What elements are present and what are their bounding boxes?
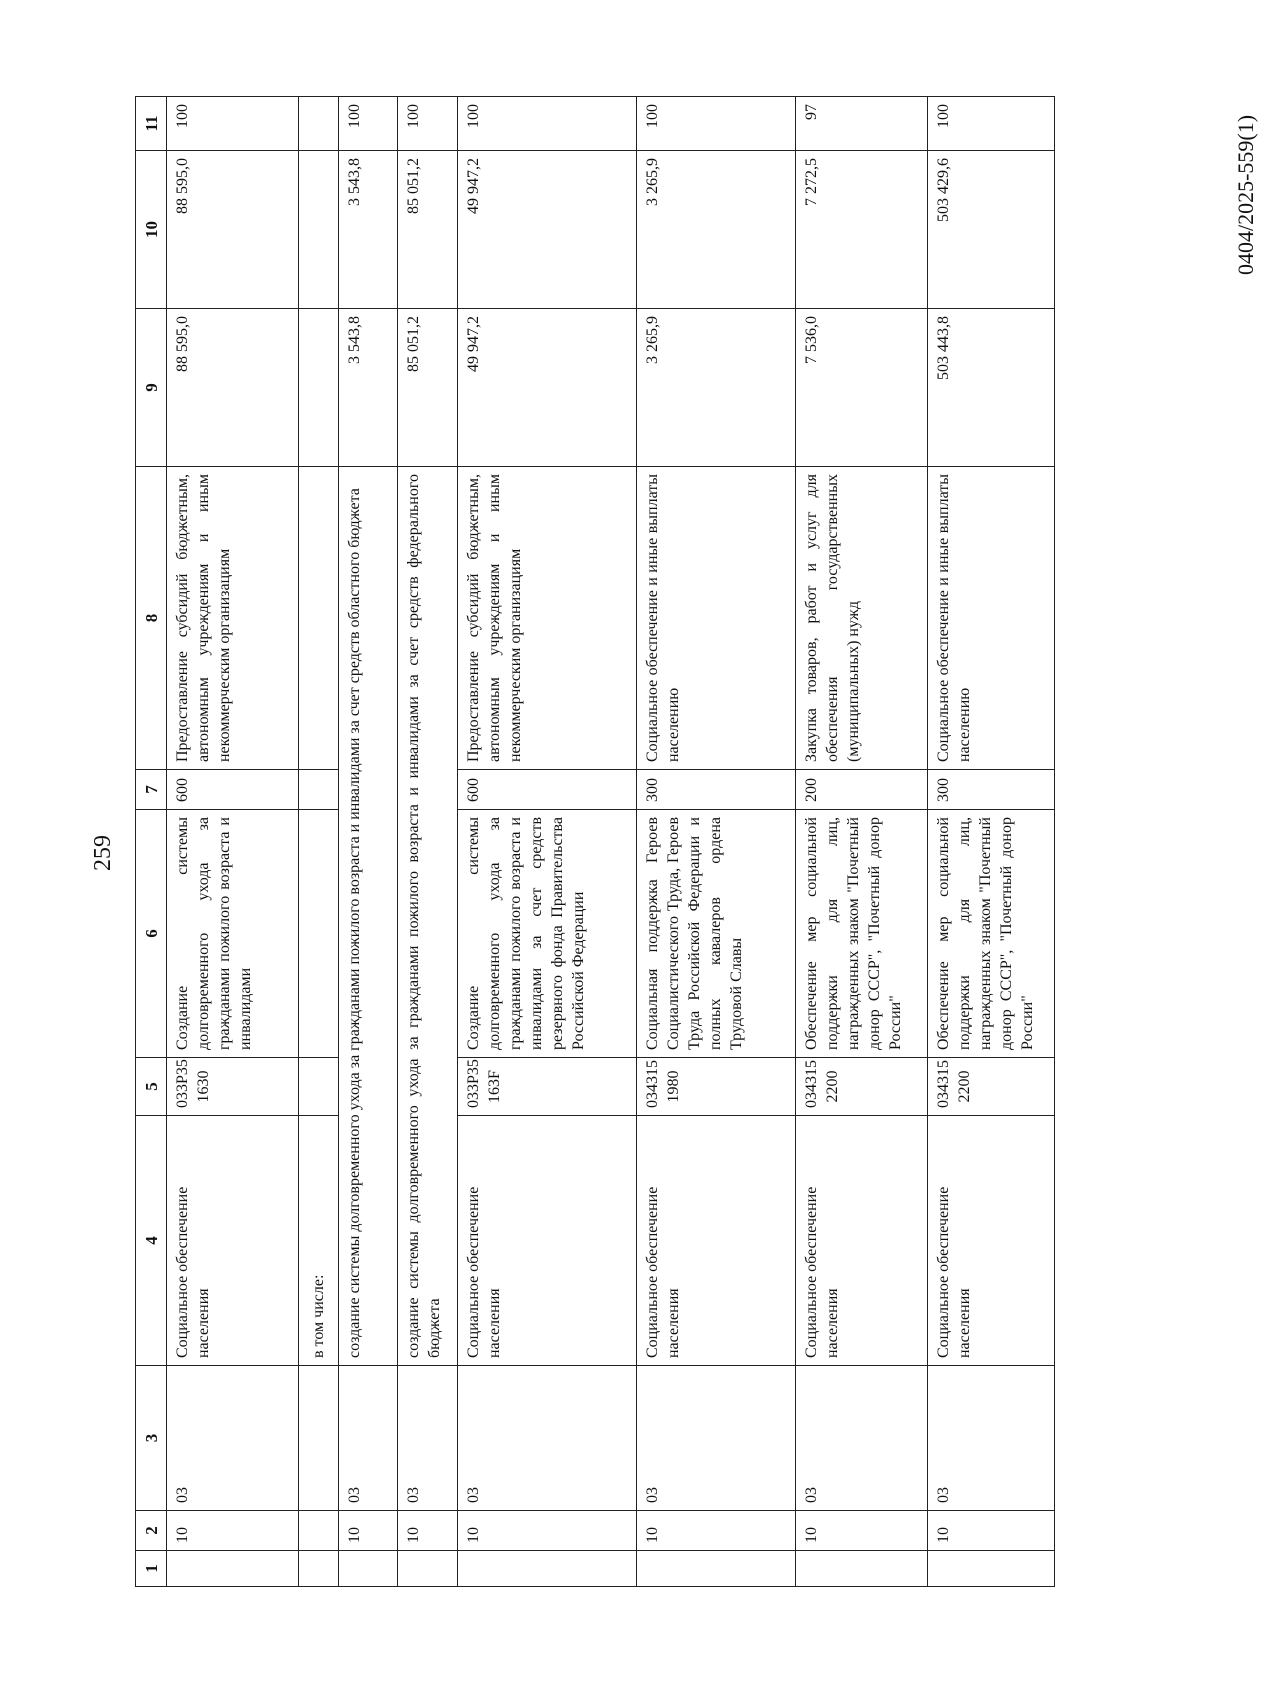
cell-empty xyxy=(299,1366,339,1511)
cell-type: 600 xyxy=(457,770,637,810)
cell-subitem-description: создание системы долговременного ухода за гражданами пожилого возраста и инвалидами за счет средств федерального бюджета xyxy=(398,467,457,1366)
cell-expense-type: Социальное обеспечение и иные выплаты населению xyxy=(637,467,796,770)
column-header: 1 xyxy=(136,1551,167,1587)
table-row xyxy=(398,97,457,1587)
column-header: 10 xyxy=(136,151,167,309)
cell-name: Социальное обеспечение населения xyxy=(457,1116,637,1366)
cell-code: 034315 2200 xyxy=(928,1058,1055,1116)
cell-type: 300 xyxy=(637,770,796,810)
table-row xyxy=(795,97,927,1587)
cell-empty xyxy=(299,1058,339,1116)
column-header: 7 xyxy=(136,770,167,810)
cell-empty xyxy=(299,1511,339,1551)
cell-type: 300 xyxy=(928,770,1055,810)
cell-name: Социальное обеспечение населения xyxy=(928,1116,1055,1366)
cell-section: 10 xyxy=(795,1511,927,1551)
cell-actual: 3 543,8 xyxy=(339,151,398,309)
cell-subsection: 03 xyxy=(637,1366,796,1511)
table-row xyxy=(928,97,1055,1587)
cell-expense-type: Социальное обеспечение и иные выплаты населению xyxy=(928,467,1055,770)
column-header: 4 xyxy=(136,1116,167,1366)
cell-percent: 100 xyxy=(339,97,398,151)
column-header: 6 xyxy=(136,810,167,1058)
cell-type: 600 xyxy=(167,770,299,810)
cell-code: 033Р35 163F xyxy=(457,1058,637,1116)
cell-percent: 100 xyxy=(928,97,1055,151)
cell-description: Социальная поддержка Героев Социалистического Труда, Героев Труда Российской Федерации и полных кавалеров ордена Трудовой Славы xyxy=(637,810,796,1058)
page-number: 259 xyxy=(90,835,116,871)
column-header: 9 xyxy=(136,309,167,467)
column-header: 5 xyxy=(136,1058,167,1116)
cell-type: 200 xyxy=(795,770,927,810)
cell-empty xyxy=(339,1551,398,1587)
cell-section: 10 xyxy=(928,1511,1055,1551)
column-header: 3 xyxy=(136,1366,167,1511)
cell-percent: 100 xyxy=(457,97,637,151)
cell-code: 034315 1980 xyxy=(637,1058,796,1116)
cell-description: Создание системы долговременного ухода за гражданами пожилого возраста и инвалидами xyxy=(167,810,299,1058)
cell-plan: 3 543,8 xyxy=(339,309,398,467)
cell-section: 10 xyxy=(339,1511,398,1551)
cell-actual: 49 947,2 xyxy=(457,151,637,309)
cell-expense-type: Закупка товаров, работ и услуг для обеспечения государственных (муниципальных) нужд xyxy=(795,467,927,770)
cell-actual: 7 272,5 xyxy=(795,151,927,309)
cell-description: Обеспечение мер социальной поддержки для лиц, награжденных знаком "Почетный донор СССР", "Почетный донор России" xyxy=(795,810,927,1058)
cell-name: Социальное обеспечение населения xyxy=(637,1116,796,1366)
cell-empty xyxy=(637,1551,796,1587)
cell-code: 034315 2200 xyxy=(795,1058,927,1116)
cell-name: Социальное обеспечение населения xyxy=(167,1116,299,1366)
table-row xyxy=(457,97,637,1587)
cell-section: 10 xyxy=(457,1511,637,1551)
cell-actual: 85 051,2 xyxy=(398,151,457,309)
cell-empty xyxy=(299,770,339,810)
cell-subsection: 03 xyxy=(339,1366,398,1511)
cell-including-label: в том числе: xyxy=(299,1116,339,1366)
cell-subsection: 03 xyxy=(457,1366,637,1511)
cell-plan: 49 947,2 xyxy=(457,309,637,467)
cell-subsection: 03 xyxy=(928,1366,1055,1511)
cell-empty xyxy=(795,1551,927,1587)
cell-subsection: 03 xyxy=(167,1366,299,1511)
cell-plan: 503 443,8 xyxy=(928,309,1055,467)
cell-empty xyxy=(299,309,339,467)
cell-empty xyxy=(398,1551,457,1587)
cell-expense-type: Предоставление субсидий бюджетным, автономным учреждениям и иным некоммерческим организациям xyxy=(167,467,299,770)
cell-subsection: 03 xyxy=(398,1366,457,1511)
cell-subsection: 03 xyxy=(795,1366,927,1511)
cell-actual: 88 595,0 xyxy=(167,151,299,309)
cell-percent: 100 xyxy=(398,97,457,151)
table-row xyxy=(299,97,339,1587)
cell-percent: 97 xyxy=(795,97,927,151)
cell-plan: 88 595,0 xyxy=(167,309,299,467)
cell-plan: 85 051,2 xyxy=(398,309,457,467)
cell-empty xyxy=(299,97,339,151)
cell-percent: 100 xyxy=(637,97,796,151)
cell-section: 10 xyxy=(167,1511,299,1551)
cell-name: Социальное обеспечение населения xyxy=(795,1116,927,1366)
cell-empty xyxy=(457,1551,637,1587)
column-header: 11 xyxy=(136,97,167,151)
cell-empty xyxy=(299,1551,339,1587)
cell-code: 033Р35 1630 xyxy=(167,1058,299,1116)
document-code: 0404/2025-559(1) xyxy=(1233,114,1258,276)
table-row xyxy=(167,97,299,1587)
cell-empty xyxy=(299,467,339,770)
cell-plan: 7 536,0 xyxy=(795,309,927,467)
cell-actual: 3 265,9 xyxy=(637,151,796,309)
cell-actual: 503 429,6 xyxy=(928,151,1055,309)
cell-plan: 3 265,9 xyxy=(637,309,796,467)
cell-percent: 100 xyxy=(167,97,299,151)
cell-empty xyxy=(167,1551,299,1587)
budget-table xyxy=(135,96,1055,1587)
cell-empty xyxy=(299,810,339,1058)
cell-description: Создание системы долговременного ухода за гражданами пожилого возраста и инвалидами за счет средств резервного фонда Правительства Российской Федерации xyxy=(457,810,637,1058)
rotated-table-container xyxy=(135,97,1055,1587)
header-row xyxy=(136,97,167,1587)
table-row xyxy=(637,97,796,1587)
cell-subitem-description: создание системы долговременного ухода за гражданами пожилого возраста и инвалидами за счет средств областного бюджета xyxy=(339,467,398,1366)
column-header: 2 xyxy=(136,1511,167,1551)
cell-section: 10 xyxy=(637,1511,796,1551)
cell-empty xyxy=(299,151,339,309)
cell-description: Обеспечение мер социальной поддержки для лиц, награжденных знаком "Почетный донор СССР", "Почетный донор России" xyxy=(928,810,1055,1058)
table-row xyxy=(339,97,398,1587)
cell-empty xyxy=(928,1551,1055,1587)
column-header: 8 xyxy=(136,467,167,770)
cell-section: 10 xyxy=(398,1511,457,1551)
cell-expense-type: Предоставление субсидий бюджетным, автономным учреждениям и иным некоммерческим организациям xyxy=(457,467,637,770)
